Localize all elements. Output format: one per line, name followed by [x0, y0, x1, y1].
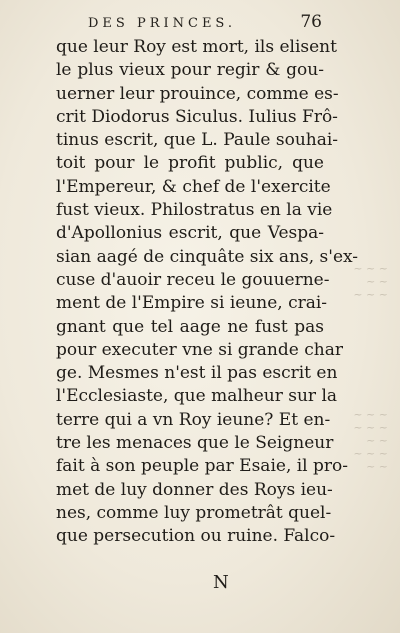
text-line: met de luy donner des Roys ieu- [56, 479, 333, 500]
page-header [88, 12, 322, 32]
text-line: d'Apollonius escrit, que Vespa- [56, 223, 324, 244]
text-line: nes, comme luy prometrât quel- [56, 502, 332, 523]
text-line: fait à son peuple par Esaie, il pro- [56, 456, 349, 477]
body-text [56, 36, 359, 549]
show-through-text-lower: ~ ~ ~ ~ ~ ~ ~ ~ ~ ~ ~ ~ ~ [353, 408, 388, 473]
text-line: que leur Roy est mort, ils elisent [56, 37, 337, 57]
show-through-text-upper: ~ ~ ~ ~ ~ ~ ~ ~ [353, 262, 388, 301]
text-line: l'Ecclesiaste, que malheur sur la [56, 386, 338, 407]
text-line: l'Empereur, & chef de l'exercite [56, 176, 331, 197]
text-line: cuse d'auoir receu le gouuerne- [56, 269, 330, 290]
text-line: le plus vieux pour regir & gou- [56, 60, 324, 81]
text-line: pour executer vne si grande char [56, 339, 343, 360]
text-line: uerner leur prouince, comme es- [56, 83, 339, 104]
signature-mark: N [213, 572, 229, 593]
text-line: sian aagé de cinquâte six ans, s'ex- [56, 246, 359, 267]
page-number: 76 [300, 12, 322, 32]
text-line: ment de l'Empire si ieune, crai- [56, 293, 328, 314]
text-line: toit pour le profit public, que [56, 153, 324, 174]
text-line: tinus escrit, que L. Paule souhai- [56, 130, 339, 151]
text-line: fust vieux. Philostratus en la vie [56, 200, 333, 221]
text-line: que persecution ou ruine. Falco- [56, 526, 336, 547]
text-line: terre qui a vn Roy ieune? Et en- [56, 409, 331, 430]
text-line: tre les menaces que le Seigneur [56, 433, 334, 454]
text-line: gnant que tel aage ne fust pas [56, 316, 324, 337]
text-line: ge. Mesmes n'est il pas escrit en [56, 363, 338, 384]
text-line: crit Diodorus Siculus. Iulius Frô- [56, 106, 338, 127]
running-head: DES PRINCES. [88, 16, 237, 31]
